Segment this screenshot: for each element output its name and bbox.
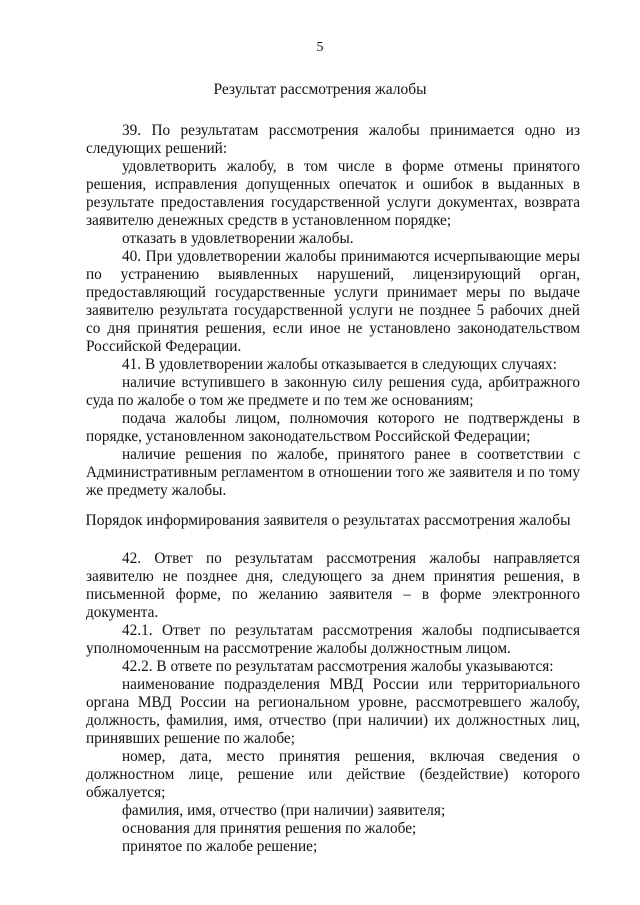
section-title-informing-applicant: Порядок информирования заявителя о результатах рассмотрения жалобы (85, 512, 571, 529)
paragraph: 42.2. В ответе по результатам рассмотрения жалобы указываются: (122, 658, 554, 675)
paragraph: наличие решения по жалобе, принятого ранее в соответствии с Административным регламентом в отношении того же заявителя и по тому же предмету жалобы. (86, 446, 580, 499)
paragraph: наличие вступившего в законную силу решения суда, арбитражного суда по жалобе о том же предмете и по тем же основаниям; (86, 374, 580, 409)
paragraph: принятое по жалобе решение; (122, 838, 318, 855)
section-title-complaint-result: Результат рассмотрения жалобы (213, 81, 427, 98)
paragraph: отказать в удовлетворении жалобы. (122, 230, 354, 247)
paragraph: наименование подразделения МВД России или территориального органа МВД России на региональном уровне, рассмотревшего жалобу, должность, фамилия, имя, отчество (при наличии) их должностных лиц, принявших решение по жалобе; (86, 676, 580, 747)
paragraph: фамилия, имя, отчество (при наличии) заявителя; (122, 802, 446, 819)
paragraph: основания для принятия решения по жалобе; (122, 820, 417, 837)
paragraph: 39. По результатам рассмотрения жалобы принимается одно из следующих решений: (86, 122, 580, 157)
section-body-complaint-result (86, 122, 580, 500)
paragraph: 41. В удовлетворении жалобы отказывается в следующих случаях: (122, 356, 557, 373)
paragraph: 42. Ответ по результатам рассмотрения жалобы направляется заявителю не позднее дня, следующего за днем принятия решения, в письменной форме, по желанию заявителя – в форме электронного документа. (86, 550, 580, 621)
paragraph: номер, дата, место принятия решения, включая сведения о должностном лице, решение или действие (бездействие) которого обжалуется; (86, 748, 580, 801)
paragraph: 40. При удовлетворении жалобы принимаются исчерпывающие меры по устранению выявленных нарушений, лицензирующий орган, предоставляющий государственные услуги принимает меры по выдаче заявителю результата государственной услуги не позднее 5 рабочих дней со дня принятия решения, если иное не установлено законодательством Российской Федерации. (86, 248, 580, 355)
paragraph: удовлетворить жалобу, в том числе в форме отмены принятого решения, исправления допущенных опечаток и ошибок в выданных в результате предоставления государственной услуги документах, возврата заявителю денежных средств в установленном порядке; (86, 158, 580, 229)
paragraph: подача жалобы лицом, полномочия которого не подтверждены в порядке, установленном законодательством Российской Федерации; (86, 410, 580, 445)
page-number: 5 (316, 40, 324, 55)
paragraph: 42.1. Ответ по результатам рассмотрения жалобы подписывается уполномоченным на рассмотрение жалобы должностным лицом. (86, 622, 580, 657)
section-body-informing-applicant (86, 550, 580, 856)
